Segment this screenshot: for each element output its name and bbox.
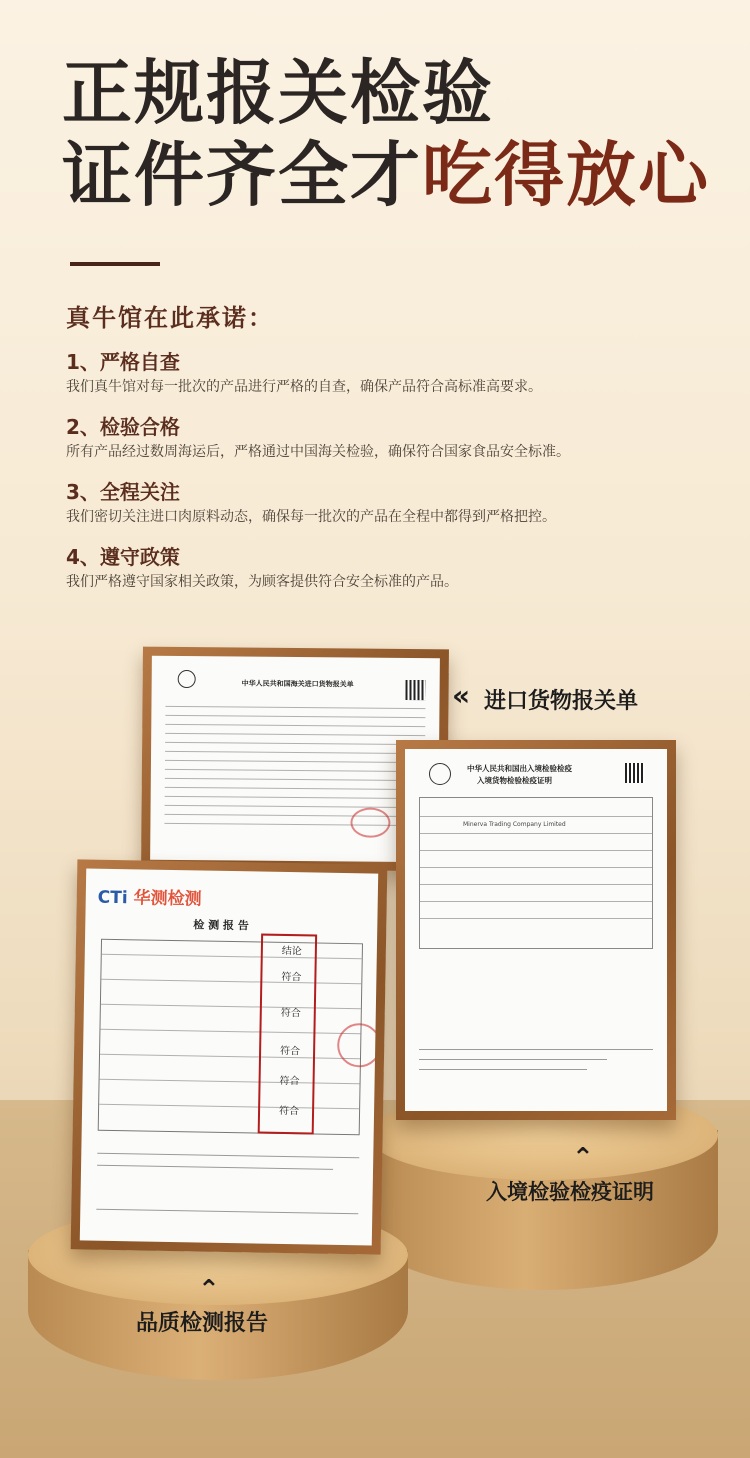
promise-item-title: 4、遵守政策 <box>66 545 180 569</box>
divider <box>70 262 160 266</box>
quality-table <box>98 939 363 1136</box>
headline-line-2-dark: 证件齐全才 <box>62 134 422 216</box>
red-stamp-icon <box>350 807 390 837</box>
customs-table <box>164 706 425 826</box>
conclusion-cell: 符合 <box>280 1045 301 1058</box>
quality-doc-title: 检 测 报 告 <box>193 918 249 933</box>
quarantine-certificate-frame <box>396 740 676 1120</box>
headline-line-1: 正规报关检验 <box>62 52 494 134</box>
ciq-emblem-icon <box>429 763 451 785</box>
conclusion-cell: 符合 <box>278 1105 300 1118</box>
quarantine-doc-title-2: 入境货物检验检疫证明 <box>477 776 552 785</box>
conclusion-cell: 符合 <box>279 1075 300 1088</box>
headline-line-2 <box>62 134 710 216</box>
quality-report-frame <box>71 859 388 1254</box>
quarantine-company: Minerva Trading Company Limited <box>463 821 566 828</box>
quarantine-doc-title-1: 中华人民共和国出入境检验检疫 <box>467 764 572 773</box>
cti-logo <box>98 883 202 910</box>
customs-emblem-icon <box>178 670 196 688</box>
promise-item-title: 2、检验合格 <box>66 415 180 439</box>
promise-item-text: 我们严格遵守国家相关政策，为顾客提供符合安全标准的产品。 <box>66 574 458 590</box>
cti-brand-cn: 华测检测 <box>133 888 202 910</box>
conclusion-cell: 符合 <box>281 971 302 984</box>
chevron-left-icon: « <box>452 679 471 712</box>
conclusion-header: 结论 <box>281 945 302 958</box>
promise-item-title: 3、全程关注 <box>66 480 180 504</box>
promise-title: 真牛馆在此承诺： <box>66 304 274 332</box>
promise-item-text: 我们密切关注进口肉原料动态，确保每一批次的产品在全程中都得到严格把控。 <box>66 509 556 525</box>
promise-item-title: 1、严格自查 <box>66 350 180 374</box>
headline-line-2-accent: 吃得放心 <box>422 134 710 216</box>
red-stamp-icon <box>337 1023 378 1068</box>
quality-report-document <box>80 868 378 1245</box>
qr-code-icon <box>406 680 426 700</box>
promise-item <box>66 478 706 543</box>
chevron-up-icon: ⌃ <box>572 1143 594 1173</box>
promise-item <box>66 348 706 413</box>
quality-report-label: 品质检测报告 <box>136 1311 269 1336</box>
cti-brand-en: CTi <box>97 887 128 909</box>
promise-list <box>66 348 706 608</box>
promise-item-text: 所有产品经过数周海运后，严格通过中国海关检验，确保符合国家食品安全标准。 <box>66 444 570 460</box>
quarantine-certificate-document <box>405 749 667 1111</box>
conclusion-cell: 符合 <box>280 1007 301 1020</box>
quarantine-certificate-label: 入境检验检疫证明 <box>486 1180 654 1204</box>
promise-item-text: 我们真牛馆对每一批次的产品进行严格的自查，确保产品符合高标准高要求。 <box>66 379 542 395</box>
customs-doc-title: 中华人民共和国海关进口货物报关单 <box>241 679 354 689</box>
qr-code-icon <box>625 763 645 783</box>
chevron-up-icon: ⌃ <box>198 1275 220 1305</box>
promise-item <box>66 543 706 608</box>
quarantine-table <box>419 797 653 949</box>
customs-declaration-label: 进口货物报关单 <box>484 689 639 714</box>
promise-item <box>66 413 706 478</box>
